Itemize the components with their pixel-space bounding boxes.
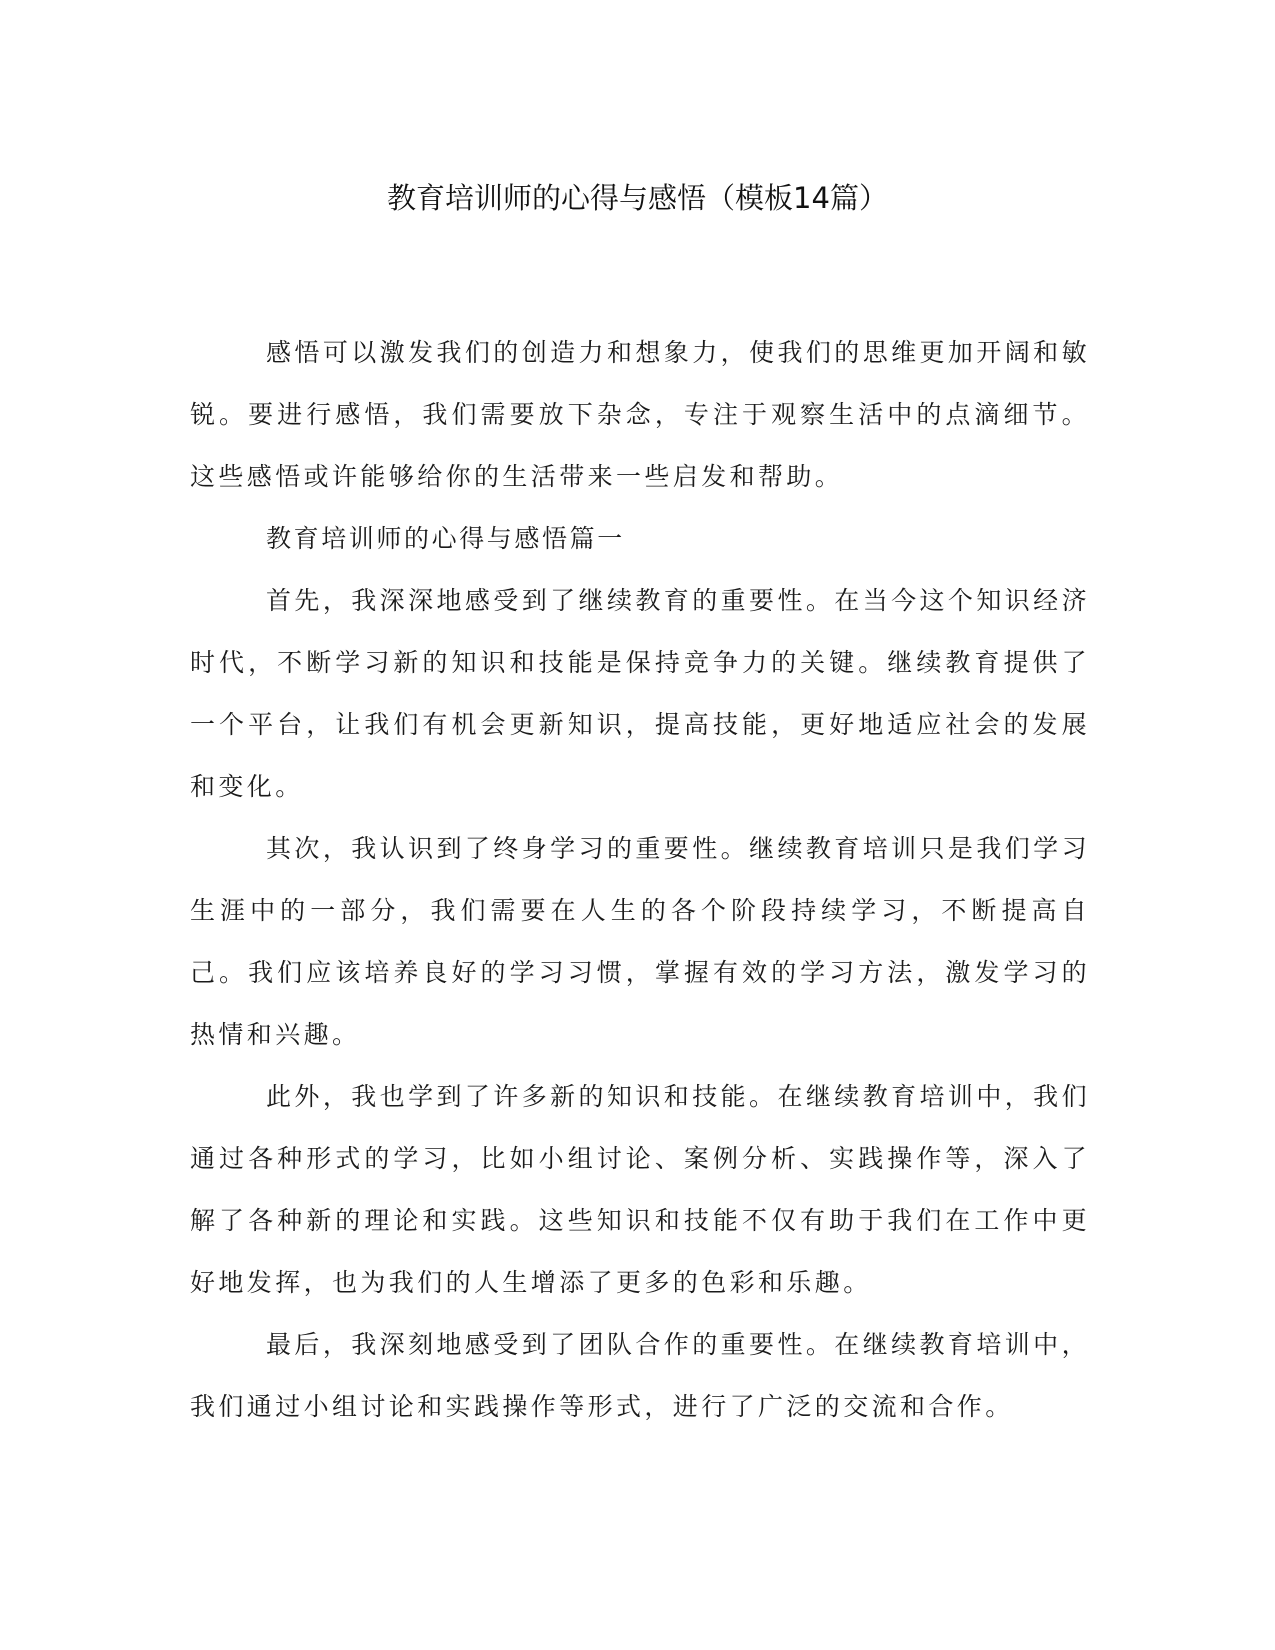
section-heading: 教育培训师的心得与感悟篇一 xyxy=(266,524,625,553)
document-body xyxy=(190,322,1090,1438)
body-paragraph: 其次，我认识到了终身学习的重要性。继续教育培训只是我们学习生涯中的一部分，我们需要在人生的各个阶段持续学习，不断提高自己。我们应该培养良好的学习习惯，掌握有效的学习方法，激发学习的热情和兴趣。 xyxy=(190,834,1090,1049)
body-paragraph: 首先，我深深地感受到了继续教育的重要性。在当今这个知识经济时代，不断学习新的知识和技能是保持竞争力的关键。继续教育提供了一个平台，让我们有机会更新知识，提高技能，更好地适应社会的发展和变化。 xyxy=(190,586,1090,801)
document-title: 教育培训师的心得与感悟（模板14篇） xyxy=(387,181,888,215)
body-paragraph: 最后，我深刻地感受到了团队合作的重要性。在继续教育培训中，我们通过小组讨论和实践操作等形式，进行了广泛的交流和合作。 xyxy=(190,1330,1090,1421)
body-paragraph: 此外，我也学到了许多新的知识和技能。在继续教育培训中，我们通过各种形式的学习，比如小组讨论、案例分析、实践操作等，深入了解了各种新的理论和实践。这些知识和技能不仅有助于我们在工作中更好地发挥，也为我们的人生增添了更多的色彩和乐趣。 xyxy=(190,1082,1090,1297)
intro-paragraph: 感悟可以激发我们的创造力和想象力，使我们的思维更加开阔和敏锐。要进行感悟，我们需要放下杂念，专注于观察生活中的点滴细节。这些感悟或许能够给你的生活带来一些启发和帮助。 xyxy=(190,338,1090,491)
